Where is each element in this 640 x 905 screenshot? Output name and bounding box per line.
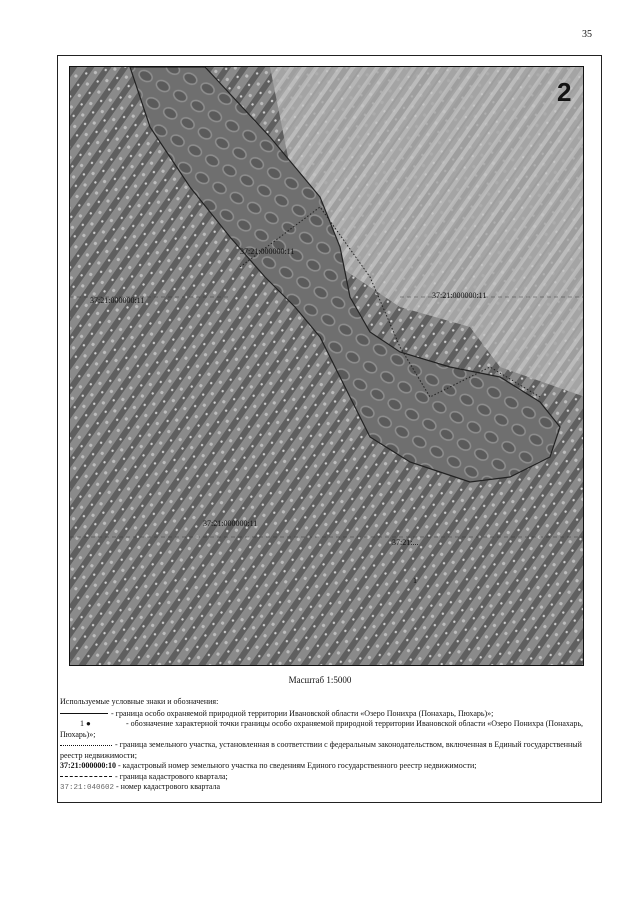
sheet-number: 2: [557, 77, 572, 107]
quarter-label-top: 37:21:000000:11: [240, 247, 295, 256]
plot-label: 37:21:...: [392, 538, 419, 547]
legend-item-land-plot: - граница земельного участка, установленная в соответствии с федеральным законодательством, включенная в Единый государственный реестр недвижимости;: [60, 740, 582, 760]
quarter-number-sample: 37:21:040602: [60, 784, 115, 792]
protected-boundary-symbol: [60, 713, 108, 714]
land-plot-symbol: [60, 745, 112, 746]
legend: [60, 697, 598, 794]
map-canvas: [70, 67, 584, 666]
map-scale: Масштаб 1:5000: [288, 675, 352, 685]
legend-item-point: 1 ● - обозначение характерной точки границы особо охраняемой природной территории Ивановской области «Озеро Понихра (Понахарь, Пюхарь)»;: [60, 719, 583, 739]
quarter-label-right: 37:21:000000:11: [432, 291, 487, 300]
cadastral-number-sample: 37:21:000000:10: [60, 761, 116, 770]
boundary-point-symbol: 1 ●: [80, 719, 91, 728]
legend-item-quarter-number: 37:21:040602 - номер кадастрового квартала: [60, 782, 221, 792]
quarter-boundary-symbol: [60, 776, 112, 777]
map-image: [69, 66, 584, 666]
legend-item-oopt: - граница особо охраняемой природной территории Ивановской области «Озеро Понихра (Понахарь, Пюхарь)»;: [60, 709, 598, 720]
legend-item-quarter-boundary: - граница кадастрового квартала;: [60, 772, 598, 783]
page-number: 35: [582, 29, 592, 40]
boundary-point-label: 1: [413, 576, 417, 585]
legend-title: Используемые условные знаки и обозначения:: [60, 697, 219, 706]
quarter-label-left: 37:21:000000:11: [90, 296, 145, 305]
legend-item-cadastral-number: 37:21:000000:10 - кадастровый номер земельного участка по сведениям Единого государственного реестр недвижимости;: [60, 761, 477, 770]
quarter-label-bottom: 37:21:000000:11: [203, 519, 258, 528]
